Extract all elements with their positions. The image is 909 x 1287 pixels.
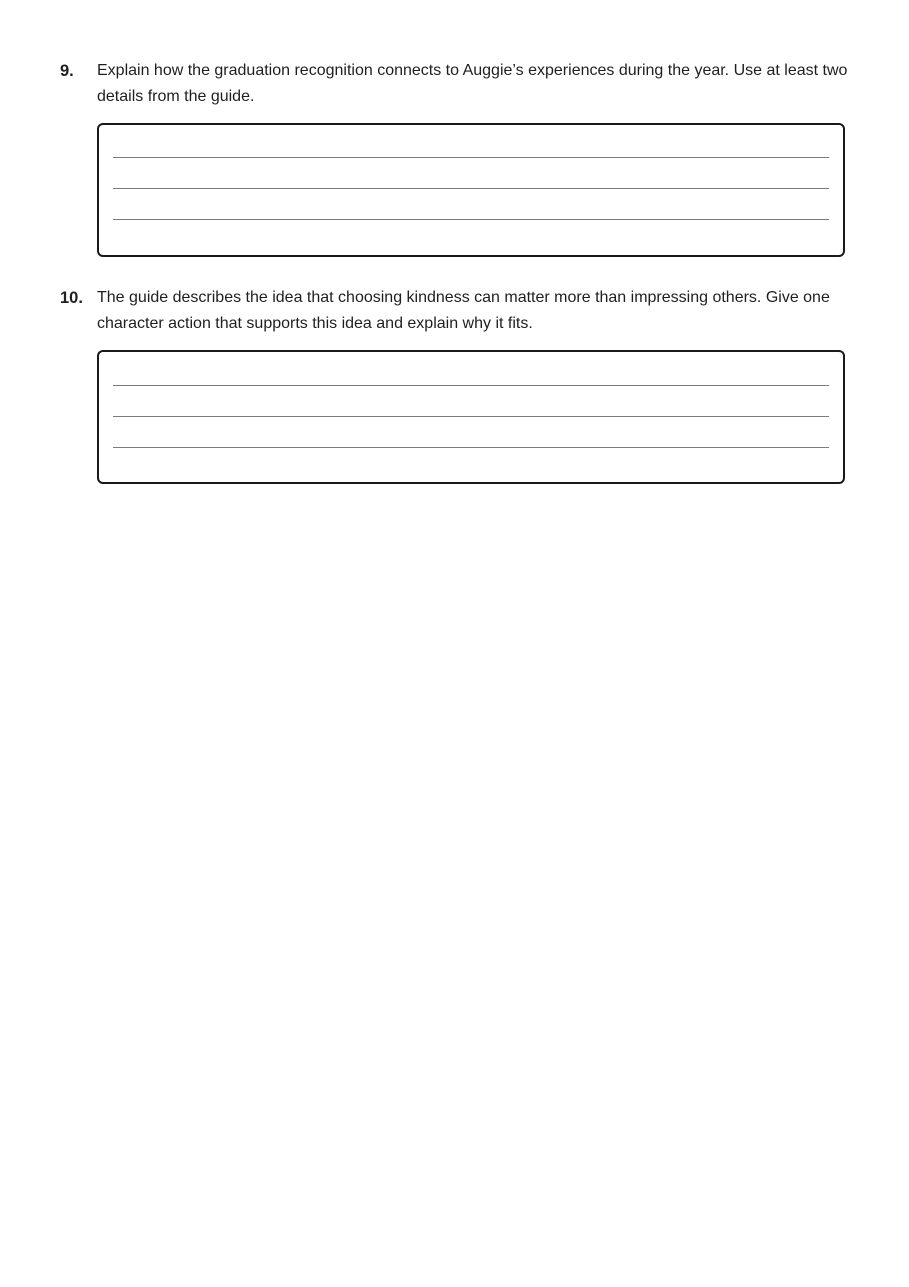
answer-line — [113, 188, 829, 189]
question-text: Explain how the graduation recognition connects to Auggie’s experiences during the year. Use at least two details from the guide. — [97, 62, 848, 105]
answer-box[interactable] — [97, 350, 845, 484]
question-text: The guide describes the idea that choosing kindness can matter more than impressing others. Give one character action that supports this idea and explain why it fits. — [97, 289, 830, 332]
question-prompt — [60, 58, 850, 110]
answer-line — [113, 416, 829, 417]
answer-box[interactable] — [97, 123, 845, 257]
answer-line — [113, 447, 829, 448]
question-number: 10. — [60, 289, 83, 307]
question-9 — [60, 58, 850, 110]
answer-line — [113, 157, 829, 158]
question-number: 9. — [60, 62, 74, 80]
question-10 — [60, 285, 850, 337]
answer-line — [113, 219, 829, 220]
question-prompt — [60, 285, 850, 337]
answer-line — [113, 385, 829, 386]
